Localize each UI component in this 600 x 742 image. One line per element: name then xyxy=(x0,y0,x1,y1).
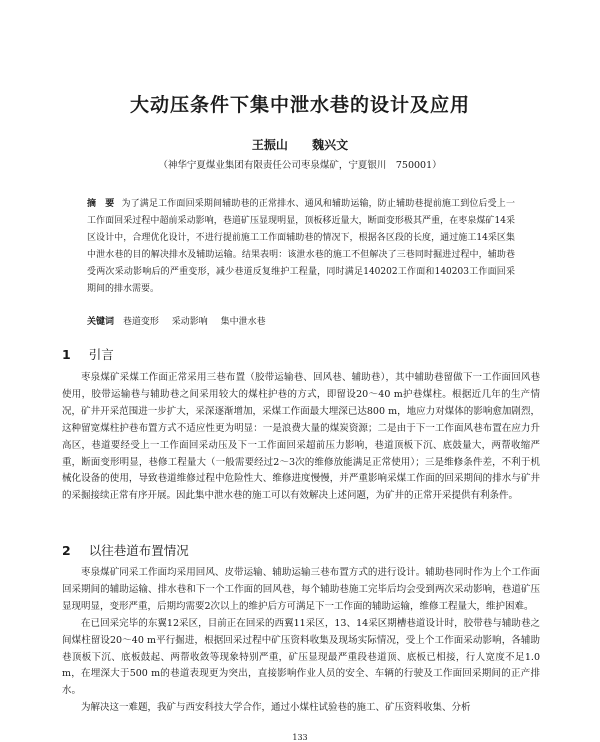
section-number: 1 xyxy=(62,347,71,362)
body-paragraph: 枣泉煤矿同采工作面均采用回风、皮带运输、辅助运输三巷布置方式的进行设计。辅助巷同时作为上个工作面回采期间的辅助运输、排水巷和下一个工作面的回风巷，每个辅助巷施工完毕后均会受到两次采动影响，巷道矿压显现明显，变形严重，后期均需要2次以上的维护后方可满足下一工作面的辅助运输，维修工程量大，维护困难。 xyxy=(62,567,540,612)
abstract-label: 摘 要 xyxy=(87,199,115,209)
keyword: 巷道变形 xyxy=(122,317,159,327)
author-name: 魏兴文 xyxy=(312,138,349,152)
author-name: 王振山 xyxy=(251,138,288,152)
section-title: 以往巷道布置情况 xyxy=(88,543,189,558)
section-heading-2 xyxy=(62,541,189,559)
abstract-block xyxy=(87,196,515,298)
section-body-2 xyxy=(62,565,540,717)
body-paragraph: 枣泉煤矿采煤工作面正常采用三巷布置（胶带运输巷、回风巷、辅助巷），其中辅助巷留做下一工作面回风巷使用，胶带运输巷与辅助巷之间采用较大的煤柱护巷的方式，即留设20～40 m护巷煤柱。根据近几年的生产情况，矿井开采范围进一步扩大，采深逐渐增加，采煤工作面最大埋深已达800 m，地应力对煤体的影响愈加剧烈，这种留宽煤柱护巷布置方式不适应性更为明显：一是浪费大量的煤炭资源；二是由于下一工作面风巷布置在应力升高区，巷道要经受上一工作面回采动压及下一工作面回采超前压力影响，巷道顶板下沉、底鼓量大，两帮收缩严重，断面变形明显，巷修工程量大（一般需要经过2～3次的维修放能满足正常使用）；三是维修条件差，不利于机械化设备的使用，导致巷道维修过程中危险性大、维修进度慢慢，并严重影响采煤工作面的回采期间的排水与矿井的采掘接续正常有序开展。因此集中泄水巷的施工可以有效解决上述问题，为矿井的正常开采提供有利条件。 xyxy=(62,372,540,502)
section-body-1 xyxy=(62,370,540,505)
keywords-block xyxy=(87,314,515,327)
section-heading-1 xyxy=(62,345,114,363)
body-paragraph: 在已回采完毕的东翼12采区，目前正在回采的西翼11采区，13、14采区期槽巷道设计时，胶带巷与辅助巷之间煤柱留设20～40 m平行掘进，根据回采过程中矿压资料收集及现场实际情况，受上个工作面采动影响，各辅助巷顶板下沉、底板鼓起、两帮收敛等现象特别严重，矿压显现最严重段巷道顶、底板已相接，行人宽度不足1.0 m，在埋深大于500 m的巷道表现更为突出，直接影响作业人员的安全、车辆的行驶及工作面回采期间的正产排水。 xyxy=(62,617,540,697)
body-paragraph: 为解决这一难题，我矿与西安科技大学合作，通过小煤柱试验巷的施工、矿压资料收集、分析 xyxy=(81,702,471,714)
section-title: 引言 xyxy=(88,347,114,362)
keyword: 采动影响 xyxy=(171,317,208,327)
section-number: 2 xyxy=(62,543,71,558)
author-list xyxy=(0,136,600,153)
keywords-label: 关键词 xyxy=(87,317,115,327)
paper-title: 大动压条件下集中泄水巷的设计及应用 xyxy=(129,94,470,116)
abstract-text: 为了满足工作面回采期间辅助巷的正常排水、通风和辅助运输，防止辅助巷提前施工到位后受上一工作面回采过程中超前采动影响，巷道矿压显现明显，顶板移近量大，断面变形极其严重，在枣泉煤矿14采区设计中，合理优化设计，不进行提前施工工作面辅助巷的情况下，根据各区段的长度，通过施工14采区集中泄水巷的目的解决排水及辅助运输。结果表明：该泄水巷的施工不但解决了三巷同时掘进过程中，辅助巷受两次采动影响后的严重变形，减少巷道反复维护工程量，同时满足140202工作面和140203工作面回采期间的排水需要。 xyxy=(87,199,515,294)
affiliation: （神华宁夏煤业集团有限责任公司枣泉煤矿，宁夏银川 750001） xyxy=(158,160,442,171)
keyword: 集中泄水巷 xyxy=(220,317,266,327)
page-number: 133 xyxy=(292,733,308,742)
